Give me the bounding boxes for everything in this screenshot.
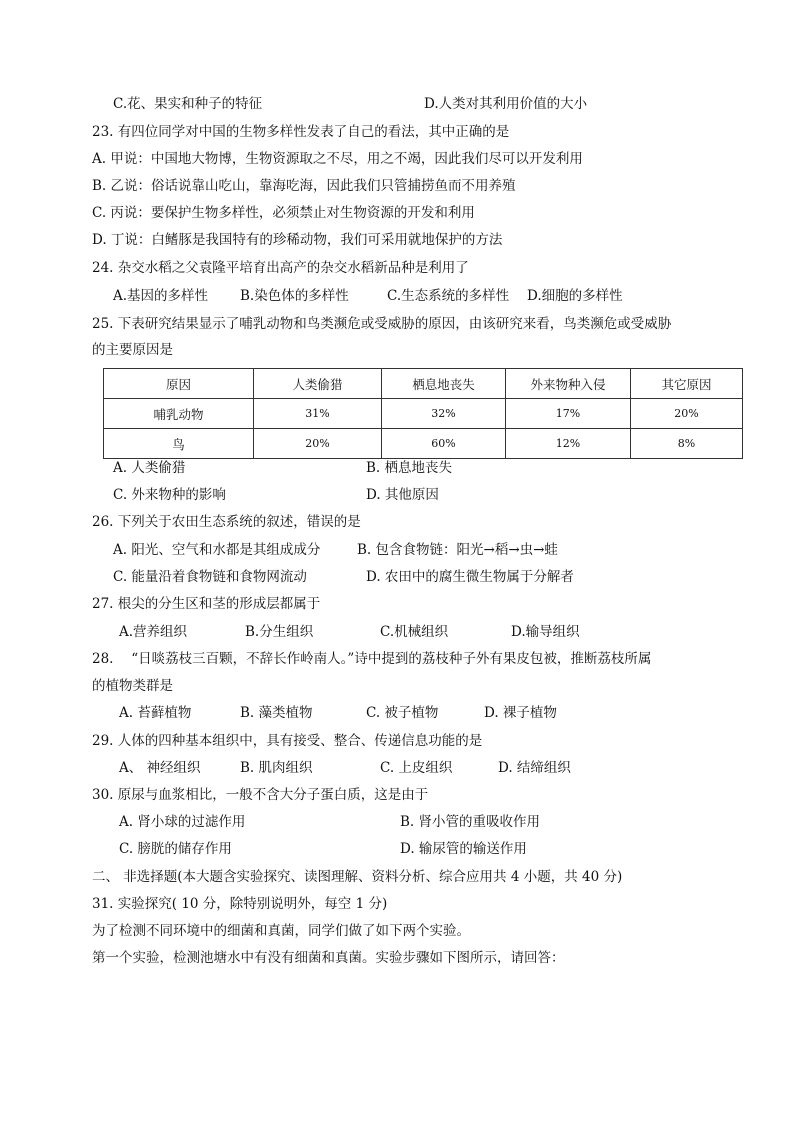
- table-cell: 20%: [631, 399, 743, 429]
- table-header-row: [104, 369, 743, 399]
- q27-option-b: B.分生组织: [245, 624, 314, 640]
- q25-stem-line2: 的主要原因是: [92, 342, 173, 358]
- q23-option-a: A. 甲说：中国地大物博，生物资源取之不尽，用之不竭，因此我们尽可以开发利用: [92, 151, 583, 167]
- table-header-cell: 原因: [104, 369, 254, 399]
- q30-option-d: D. 输尿管的输送作用: [400, 841, 527, 857]
- q25-option-b: B. 栖息地丧失: [366, 460, 453, 476]
- q24-option-b: B.染色体的多样性: [240, 288, 349, 304]
- q22-option-d: D.人类对其利用价值的大小: [424, 96, 588, 112]
- table-header-cell: 人类偷猎: [254, 369, 382, 399]
- table-row-label: 鸟: [104, 429, 254, 459]
- q26-option-a: A. 阳光、空气和水都是其组成成分: [113, 542, 321, 558]
- q31-stem: 31. 实验探究( 10 分，除特别说明外，每空 1 分): [92, 896, 388, 912]
- q23-stem: 23. 有四位同学对中国的生物多样性发表了自己的看法，其中正确的是: [92, 124, 510, 140]
- q31-intro: 为了检测不同环境中的细菌和真菌，同学们做了如下两个实验。: [92, 923, 470, 939]
- q25-option-a: A. 人类偷猎: [113, 460, 186, 476]
- q25-option-c: C. 外来物种的影响: [113, 487, 226, 503]
- q30-option-b: B. 肾小管的重吸收作用: [400, 814, 541, 830]
- threat-causes-table: [103, 368, 743, 459]
- q29-option-a: A、 神经组织: [119, 760, 201, 776]
- q28-stem-line1: 28. “日啖荔枝三百颗，不辞长作岭南人。”诗中提到的荔枝种子外有果皮包被，推断荔枝所属: [92, 651, 652, 667]
- table-header-cell: 栖息地丧失: [382, 369, 506, 399]
- table-cell: 12%: [506, 429, 631, 459]
- table-cell: 17%: [506, 399, 631, 429]
- section-heading: 二、 非选择题(本大题含实验探究、读图理解、资料分析、综合应用共 4 小题，共 40 分): [92, 869, 623, 885]
- q27-option-c: C.机械组织: [380, 624, 449, 640]
- q29-option-d: D. 结缔组织: [498, 760, 571, 776]
- q28-option-c: C. 被子植物: [366, 705, 439, 721]
- table-row-label: 哺乳动物: [104, 399, 254, 429]
- table-cell: 60%: [382, 429, 506, 459]
- table-cell: 20%: [254, 429, 382, 459]
- q27-option-a: A.营养组织: [119, 624, 188, 640]
- q28-option-a: A. 苔藓植物: [119, 705, 192, 721]
- q28-option-b: B. 藻类植物: [240, 705, 313, 721]
- q23-option-d: D. 丁说：白鳍豚是我国特有的珍稀动物，我们可采用就地保护的方法: [92, 232, 503, 248]
- table-header-cell: 其它原因: [631, 369, 743, 399]
- table-header-cell: 外来物种入侵: [506, 369, 631, 399]
- q26-option-b: B. 包含食物链：阳光→稻→虫→蛙: [357, 542, 558, 558]
- table-cell: 31%: [254, 399, 382, 429]
- q28-option-d: D. 裸子植物: [484, 705, 557, 721]
- q26-option-d: D. 农田中的腐生微生物属于分解者: [366, 569, 574, 585]
- table-row: [104, 399, 743, 429]
- q31-experiment-1: 第一个实验，检测池塘水中有没有细菌和真菌。实验步骤如下图所示，请回答：: [92, 950, 565, 966]
- q29-option-b: B. 肌肉组织: [240, 760, 313, 776]
- table-cell: 32%: [382, 399, 506, 429]
- q30-option-c: C. 膀胱的储存作用: [119, 841, 232, 857]
- q27-stem: 27. 根尖的分生区和茎的形成层都属于: [92, 596, 321, 612]
- q29-stem: 29. 人体的四种基本组织中，具有接受、整合、传递信息功能的是: [92, 733, 483, 749]
- q30-stem: 30. 原尿与血浆相比，一般不含大分子蛋白质，这是由于: [92, 787, 429, 803]
- q26-option-c: C. 能量沿着食物链和食物网流动: [113, 569, 307, 585]
- q24-stem: 24. 杂交水稻之父袁隆平培育出高产的杂交水稻新品种是利用了: [92, 260, 469, 276]
- q25-option-d: D. 其他原因: [366, 487, 439, 503]
- q26-stem: 26. 下列关于农田生态系统的叙述，错误的是: [92, 514, 361, 530]
- q28-stem-line2: 的植物类群是: [92, 678, 173, 694]
- q24-option-d: D.细胞的多样性: [527, 288, 623, 304]
- table-row: [104, 429, 743, 459]
- q23-option-b: B. 乙说：俗话说靠山吃山，靠海吃海，因此我们只管捕捞鱼而不用养殖: [92, 178, 516, 194]
- q22-option-c: C.花、果实和种子的特征: [113, 96, 263, 112]
- table-cell: 8%: [631, 429, 743, 459]
- q23-option-c: C. 丙说：要保护生物多样性，必须禁止对生物资源的开发和利用: [92, 205, 475, 221]
- q24-option-c: C.生态系统的多样性: [387, 288, 510, 304]
- q24-option-a: A.基因的多样性: [113, 288, 209, 304]
- q27-option-d: D.输导组织: [511, 624, 580, 640]
- q30-option-a: A. 肾小球的过滤作用: [119, 814, 246, 830]
- q25-stem-line1: 25. 下表研究结果显示了哺乳动物和鸟类濒危或受威胁的原因，由该研究来看，鸟类濒危或受威胁: [92, 316, 672, 332]
- q29-option-c: C. 上皮组织: [380, 760, 453, 776]
